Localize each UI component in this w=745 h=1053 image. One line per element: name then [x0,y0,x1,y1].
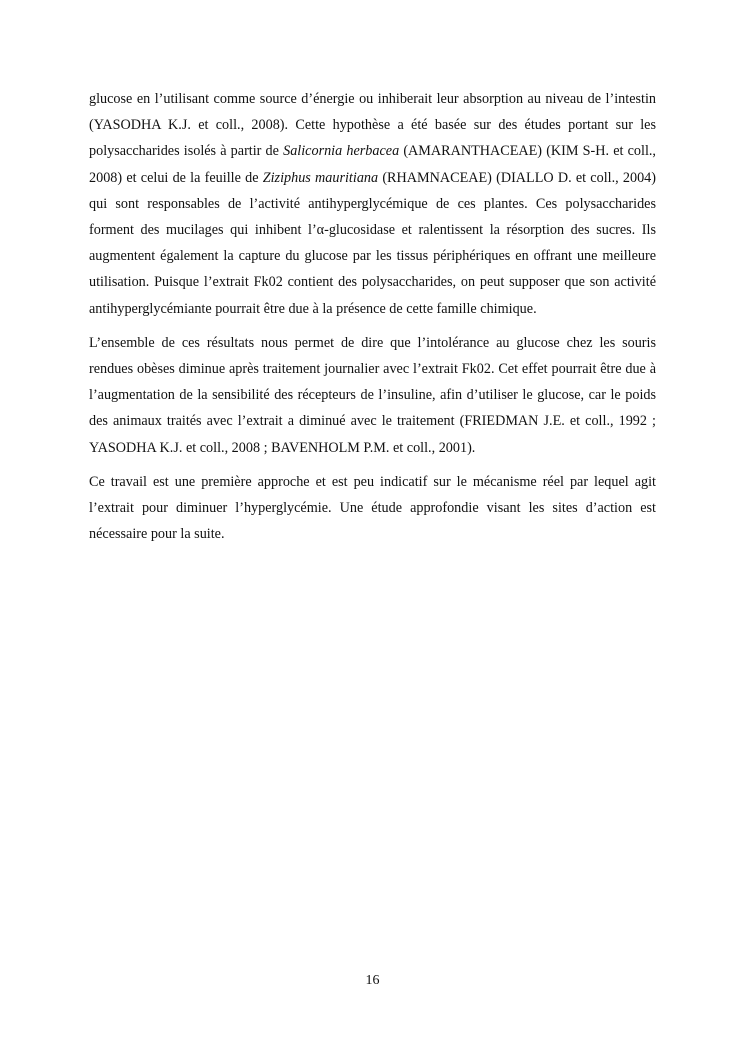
paragraph-3-text: Ce travail est une première approche et est peu indicatif sur le mécanisme réel par lequel agit l’extrait pour diminuer l’hyperglycémie. Une étude approfondie visant les sites d’action est nécessaire pour la suite. [89,473,656,543]
species-name-salicornia: Salicornia herbacea [283,143,400,160]
page-number: 16 [365,973,380,988]
paragraph-2 [89,330,656,461]
paragraph-1 [89,86,656,322]
body-text [89,86,656,555]
paragraph-1-text-b: (AMARANTHACEAE) (KIM S-H. et coll., 2008) et celui de la feuille de [89,143,656,186]
species-name-ziziphus: Ziziphus mauritiana [262,169,379,186]
paragraph-3 [89,469,656,548]
paragraph-2-text: L’ensemble de ces résultats nous permet de dire que l’intolérance au glucose chez les souris rendues obèses diminue après traitement journalier avec l’extrait Fk02. Cet effet pourrait être due à l’augmentation de la sensibilité des récepteurs de l’insuline, afin d’utiliser le glucose, car le poids des animaux traités avec l’extrait a diminué avec le traitement (FRIEDMAN J.E. et coll., 1992 ; YASODHA K.J. et coll., 2008 ; BAVENHOLM P.M. et coll., 2001). [89,334,656,456]
paragraph-1-text-c: (RHAMNACEAE) (DIALLO D. et coll., 2004) qui sont responsables de l’activité antihyperglycémique de ces plantes. Ces polysaccharides forment des mucilages qui inhibent l’α-glucosidase et ralentissent la résorption des sucres. Ils augmentent également la capture du glucose par les tissus périphériques en offrant une meilleure utilisation. Puisque l’extrait Fk02 contient des polysaccharides, on peut supposer que son activité antihyperglycémiante pourrait être due à la présence de cette famille chimique. [89,169,656,317]
paragraph-1-text-a: glucose en l’utilisant comme source d’énergie ou inhiberait leur absorption au niveau de l’intestin (YASODHA K.J. et coll., 2008). Cette hypothèse a été basée sur des études portant sur les polysaccharides isolés à partir de [89,91,656,160]
